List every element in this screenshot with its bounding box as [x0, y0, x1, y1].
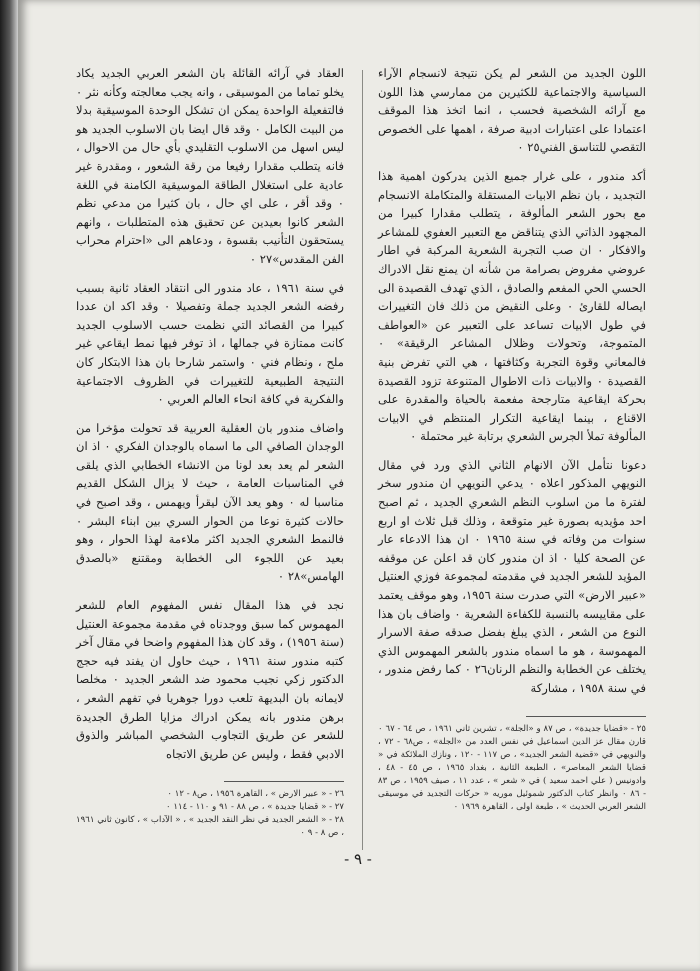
left-paragraph-4: نجد في هذا المقال نفس المفهوم العام للشعر المهموس كما سبق ووجدناه في مقدمة مجموعة العنتيل (سنة ١٩٥٦) ، وقد كان هذا المفهوم واضحا في مقال آخر كتبه مندور سنة ١٩٦١ ، حيث حاول ان يفند فيه حجج الدكتور زكي نجيب محمود ضد الشعر الجديد ٠ مخلصا لايمانه بان البديهة تلعب دورا جوهريا في تفهم الشعر ، برهن مندور بانه يمكن ادراك مزايا الطرق الجديدة للشعر عن طريق التجاوب الشخصي المباشر والذوق الادبي فقط ، وليس عن طريق الاتجاه: [76, 598, 344, 761]
left-footnote-separator: [224, 781, 344, 782]
footnote-26: ٢٦ - « عبير الارض » ، القاهرة ١٩٥٦ ، ص٨ - ١٢ ٠: [167, 789, 344, 800]
right-paragraph-3: دعونا نتأمل الآن الانهام الثاني الذي ورد في مقال النويهي المذكور اعلاه ٠ يدعي النويهي ان مندور سخر لفترة ما من اسلوب النظم الشعري الجديد ، ثم اصبح احد مؤيديه بصورة غير متوقعة ، وذلك قبل ثلاث او اربع سنوات من وفاته في سنة ١٩٦٥ ٠ ان هذا الادعاء عار عن الصحة كليا ٠ اذ ان مندور كان قد اعلن عن موقفه المؤيد للشعر الجديد في مقدمته لمجموعة فوزي العنتيل «عبير الارض» التي صدرت سنة ١٩٥٦، وهو موقف يعتمد على مقاييسه بالنسبة للكفاءة الشعرية ٠ واضاف بان هذا النوع من الشعر ، الذي يبلغ بفضل صدقه صفة الاسرار المهموسة ، هو ما اسماه مندور بالشعر المهموس الذي يختلف عن الخطابة والنظم الرنان٢٦ ٠ كما رفض مندور ، في سنة ١٩٥٨ ، مشاركة: [378, 457, 647, 695]
page-number: - ٩ -: [344, 850, 372, 868]
right-paragraph-2: أكد مندور ، على غرار جميع الذين يدركون اهمية هذا التجديد ، بان نظم الابيات المستقلة والمتكاملة الانسجام مع بحور الشعر المألوفة ، يتطلب مقدارا كبيرا من المجهود الذاتي الذي يتناقض مع التعبير العفوي للمشاعر والافكار ٠ ان صب التجربة الشعرية المركبة في اطار عروضي مفروض بصرامة من شأنه ان يمنع نقل الادراك الحسي الحي المفعم والصادق ، الذي تهدف القصيدة الى ايصاله للقارئ ٠ وعلى النقيض من ذلك فان التغييرات في طول الابيات تساعد على التعبير عن «العواطف المتموجة، وتحولات وظلال المشاعر الرقيقة» ٠ فالمعاني وقوة التجربة وكثافتها ، هي التي تفرض بنية القصيدة ٠ والابيات ذات الاطوال المتنوعة تزود القصيدة بحركة ايقاعية متارجحة مفعمة بالحياة والمقدرة على الاقناع ، بينما ايقاعية التكرار المنتظم في الابيات المألوفة تملأ الجرس الشعري برتابة غير محتملة ٠: [378, 168, 646, 444]
book-page: [18, 0, 700, 971]
left-footnotes: [76, 788, 344, 840]
footnote-25: ٢٥ - «قضايا جديدة» ، ص ٨٧ و «الجلة» ، تشرين ثاني ١٩٦١ ، ص ٦٤ - ٦٧ ٠ قارن مقال عز الدين اسماعيل في نفس العدد من «الجلة» ، ص٦٨ - ٧٢ ، والنويهي في «قضية الشعر الجديد» ، ص ١١٧ - ١٢٠ ، ونازك الملائكة في « قضايا الشعر المعاصر» ، الطبعة الثانية ، بغداد ١٩٦٥ ، ص ٤٥ - ٤٨ ، وادونيس ( علي احمد سعيد ) في « شعر » ، عدد ١١ ، صيف ١٩٥٩ ، ص ٨٣ - ٨٦ ٠ وانظر كتاب الدكتور شموئيل موريه « حركات التجديد في موسيقى الشعر العربي الحديث » ، طبعة اولى ، القاهرة ١٩٦٩ ٠: [378, 723, 647, 812]
right-column: [378, 64, 646, 814]
right-footnotes: [378, 723, 646, 814]
left-paragraph-3: واضاف مندور بان العقلية العربية قد تحولت مؤخرا من الوجدان الصافي الى ما اسماه بالوجدان الفكري ٠ اذ ان الشعر لم يعد بعد لونا من الانشاء الخطابي الذي يلقى في المناسبات العامة ، حيث لا يزال الشكل القديم مناسبا له ٠ وهو يعد الآن ليقرأ ويهمس ، وقد اصبح في حالات كثيرة نوعا من الحوار السري بين ابناء البشر ٠ فالنمط الشعري الجديد اكثر ملاءمة لهذا الحوار ، وهو بعيد عن اللجوء الى الخطابة ومقتنع «بالصدق الهامس»٢٨ ٠: [76, 420, 345, 584]
footnote-28: ٢٨ - « الشعر الجديد في نظر النقد الجديد » ، « الآداب » ، كانون ثاني ١٩٦١ ، ص ٨ - ٩ ٠: [76, 815, 344, 839]
left-paragraph-2: في سنة ١٩٦١ ، عاد مندور الى انتقاد العقاد ثانية بسبب رفضه الشعر الجديد جملة وتفصيلا ٠ وقد اكد ان عددا كبيرا من القصائد التي نظمت حسب الاسلوب الجديد كانت ممتازة في جمالها ، اذ توفر فيها نمط ايقاعي غير ملح ، ونظام فني ٠ واستمر شارحا بان هذا الابتكار كان النتيجة الطبيعية للتغييرات في الظروف الاجتماعية والفكرية في كافة انحاء العالم العربي ٠: [76, 280, 344, 407]
left-paragraph-1: العقاد في آرائه القائلة بان الشعر العربي الجديد يكاد يخلو تماما من الموسيقى ، وانه يجب معالجته وكأنه نثر ٠ فالتفعيلة الواحدة يمكن ان تشكل الوحدة الموسيقية بدلا من البيت الكامل ٠ وقد قال ايضا بان الاسلوب الجديد هو ليس اسهل من الاسلوب التقليدي بأي حال من الاحوال ، فانه يتطلب مقدارا رفيعا من رقة الشعور ، ومقدرة غير عادية على استغلال الطاقة الموسيقية الكامنة في اللغة ٠ وقد أقر ، على اي حال ، بان كثيرا من مدعي نظم الشعر كانوا بعيدين عن تحقيق هذه المتطلبات ، وانهم يستحقون التأنيب بقسوة ، ودعاهم الى «احترام محراب الفن المقدس»٢٧ ٠: [76, 66, 345, 266]
column-divider: [362, 70, 363, 850]
right-paragraph-1: اللون الجديد من الشعر لم يكن نتيجة لانسجام الآراء السياسية والاجتماعية للكثيرين من ممارسي هذا اللون مع آرائه الشخصية فحسب ، انما اتخذ هذا الموقف اعتمادا على اعتبارات ادبية صرفة ، اهمها على الخصوص التقصي للتناسق الفني٢٥ ٠: [378, 66, 646, 155]
right-footnote-separator: [526, 716, 646, 717]
scan-binding-edge: [0, 0, 18, 971]
left-column: [76, 64, 344, 840]
footnote-27: ٢٧ - « قضايا جديدة » ، ص ٨٨ - ٩١ و ١١٠ - ١١٤ ٠: [165, 802, 344, 813]
